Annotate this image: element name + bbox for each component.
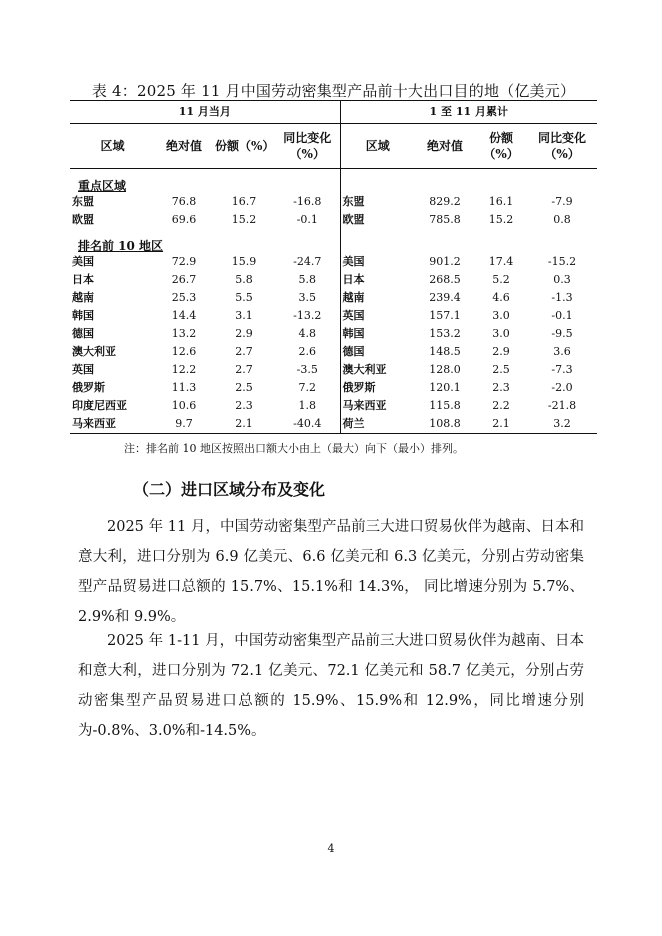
value-cell: 239.4 [429, 291, 461, 304]
table-note: 注：排名前 10 地区按照出口额大小由上（最大）向下（最小）排列。 [124, 442, 464, 455]
share-cell: 2.3 [492, 381, 510, 394]
region-cell: 印度尼西亚 [72, 399, 127, 412]
share-cell: 17.4 [488, 255, 514, 268]
table-row [70, 397, 597, 415]
value-cell: 128.0 [429, 363, 461, 376]
yoy-cell: -9.5 [551, 327, 573, 340]
section-spacer [340, 229, 597, 253]
share-cell: 3.0 [492, 309, 510, 322]
share-cell: 2.2 [492, 399, 510, 412]
col-header-value: 绝对值 [155, 124, 213, 169]
value-cell: 153.2 [429, 327, 461, 340]
page-number: 4 [327, 842, 335, 855]
section-spacer [340, 169, 597, 194]
value-cell: 10.6 [171, 399, 197, 412]
region-cell: 澳大利亚 [72, 345, 116, 358]
yoy-cell: 1.8 [275, 397, 340, 415]
share-cell: 3.0 [492, 327, 510, 340]
region-cell: 欧盟 [342, 213, 365, 226]
share-cell: 15.2 [488, 213, 514, 226]
share-cell: 2.7 [235, 345, 253, 358]
region-cell: 越南 [342, 291, 365, 304]
region-cell: 俄罗斯 [342, 381, 376, 394]
share-cell: 5.5 [235, 291, 253, 304]
section-row-top10 [70, 229, 597, 253]
region-cell: 韩国 [342, 327, 365, 340]
yoy-cell: -24.7 [275, 253, 340, 271]
value-cell: 25.3 [171, 291, 197, 304]
yoy-cell: -16.8 [275, 193, 340, 211]
yoy-cell: 3.5 [275, 289, 340, 307]
region-cell: 英国 [72, 363, 94, 376]
share-cell: 4.6 [492, 291, 510, 304]
region-cell: 日本 [342, 273, 365, 286]
section-label [70, 229, 340, 253]
yoy-cell: -2.0 [551, 381, 573, 394]
value-cell: 72.9 [171, 255, 197, 268]
value-cell: 12.6 [171, 345, 197, 358]
region-cell: 日本 [72, 273, 94, 286]
yoy-cell: 3.2 [527, 415, 597, 434]
table-row [70, 415, 597, 434]
share-cell: 15.2 [231, 213, 257, 226]
value-cell: 14.4 [171, 309, 197, 322]
col-header-region: 区域 [340, 124, 415, 169]
yoy-cell: -21.8 [547, 399, 577, 412]
paragraph-1: 2025 年 11 月，中国劳动密集型产品前三大进口贸易伙伴为越南、日本和意大利，进口分别为 6.9 亿美元、6.6 亿美元和 6.3 亿美元，分别占劳动密集型产品贸易进口总额的 15.7%、15.1%和 14.3%， 同比增速分别为 5.7%、2.9%和 9.9%。 [78, 519, 584, 625]
table-caption: 表 4：2025 年 11 月中国劳动密集型产品前十大出口目的地（亿美元） [91, 82, 576, 100]
yoy-cell: 7.2 [275, 379, 340, 397]
table-row [70, 193, 597, 211]
yoy-cell: -7.9 [551, 195, 573, 208]
column-header-row [70, 124, 597, 169]
share-cell: 2.1 [213, 415, 275, 434]
share-cell: 15.9 [231, 255, 257, 268]
table-row [70, 289, 597, 307]
yoy-cell: 3.6 [553, 345, 571, 358]
yoy-cell: -15.2 [547, 255, 577, 268]
region-cell: 马来西亚 [70, 415, 155, 434]
region-cell: 马来西亚 [342, 399, 387, 412]
share-cell: 5.8 [235, 273, 253, 286]
region-cell: 俄罗斯 [72, 381, 105, 394]
region-cell: 东盟 [342, 195, 365, 208]
value-cell: 785.8 [429, 213, 461, 226]
yoy-cell: 0.8 [553, 213, 571, 226]
yoy-cell: 5.8 [275, 271, 340, 289]
region-cell: 韩国 [72, 309, 94, 322]
col-header-yoy: 同比变化（%） [275, 124, 340, 169]
value-cell: 9.7 [155, 415, 213, 434]
col-header-yoy: 同比变化（%） [527, 124, 597, 169]
group-header-row [70, 101, 597, 124]
yoy-cell: 2.6 [275, 343, 340, 361]
share-cell: 2.9 [492, 345, 510, 358]
share-cell: 16.1 [488, 195, 514, 208]
yoy-cell: 0.3 [553, 273, 571, 286]
value-cell: 157.1 [429, 309, 461, 322]
section-heading: （二）进口区域分布及变化 [133, 480, 326, 499]
value-cell: 26.7 [171, 273, 197, 286]
share-cell: 2.7 [235, 363, 253, 376]
group-header-monthly: 11 月当月 [70, 101, 340, 124]
yoy-cell: 4.8 [275, 325, 340, 343]
value-cell: 76.8 [171, 195, 197, 208]
col-header-share: 份额（%） [213, 124, 275, 169]
col-header-region: 区域 [70, 124, 155, 169]
table-row [70, 253, 597, 271]
section-top10-label: 排名前 10 地区 [78, 239, 164, 253]
yoy-cell: -0.1 [551, 309, 573, 322]
yoy-cell: -13.2 [275, 307, 340, 325]
value-cell: 268.5 [429, 273, 461, 286]
export-destinations-table [70, 100, 597, 434]
section-key-regions-label: 重点区域 [78, 179, 127, 193]
value-cell: 11.3 [171, 381, 197, 394]
share-cell: 2.9 [235, 327, 253, 340]
value-cell: 12.2 [171, 363, 197, 376]
value-cell: 13.2 [171, 327, 197, 340]
value-cell: 829.2 [429, 195, 461, 208]
region-cell: 美国 [72, 255, 94, 268]
paragraph-2: 2025 年 1-11 月，中国劳动密集型产品前三大进口贸易伙伴为越南、日本和意大利，进口分别为 72.1 亿美元、72.1 亿美元和 58.7 亿美元，分别占劳动密集型产品贸易进口总额的 15.9%、15.9%和 12.9%，同比增速分别为-0.8%、3.0%和-14.5%。 [78, 633, 584, 739]
table-row [70, 343, 597, 361]
table-row [70, 325, 597, 343]
value-cell: 120.1 [429, 381, 461, 394]
value-cell: 69.6 [171, 213, 197, 226]
value-cell: 901.2 [429, 255, 461, 268]
table-row [70, 307, 597, 325]
share-cell: 3.1 [235, 309, 253, 322]
section-label [70, 169, 340, 194]
yoy-cell: -0.1 [275, 211, 340, 229]
region-cell: 荷兰 [340, 415, 415, 434]
yoy-cell: -3.5 [275, 361, 340, 379]
table-row [70, 271, 597, 289]
region-cell: 欧盟 [72, 213, 94, 226]
share-cell: 2.5 [235, 381, 253, 394]
region-cell: 德国 [72, 327, 94, 340]
share-cell: 2.3 [235, 399, 253, 412]
region-cell: 澳大利亚 [342, 363, 387, 376]
yoy-cell: -40.4 [275, 415, 340, 434]
share-cell: 5.2 [492, 273, 510, 286]
share-cell: 16.7 [231, 195, 257, 208]
region-cell: 德国 [342, 345, 365, 358]
table-row [70, 211, 597, 229]
col-header-share: 份额（%） [475, 124, 527, 169]
share-cell: 2.1 [475, 415, 527, 434]
value-cell: 148.5 [429, 345, 461, 358]
share-cell: 2.5 [492, 363, 510, 376]
section-row-key-regions [70, 169, 597, 194]
yoy-cell: -7.3 [551, 363, 573, 376]
group-header-cumulative: 1 至 11 月累计 [340, 101, 597, 124]
value-cell: 108.8 [415, 415, 475, 434]
col-header-value: 绝对值 [415, 124, 475, 169]
region-cell: 越南 [72, 291, 94, 304]
region-cell: 东盟 [72, 195, 94, 208]
region-cell: 英国 [342, 309, 365, 322]
region-cell: 美国 [342, 255, 365, 268]
value-cell: 115.8 [429, 399, 461, 412]
table-row [70, 379, 597, 397]
table-row [70, 361, 597, 379]
yoy-cell: -1.3 [551, 291, 573, 304]
